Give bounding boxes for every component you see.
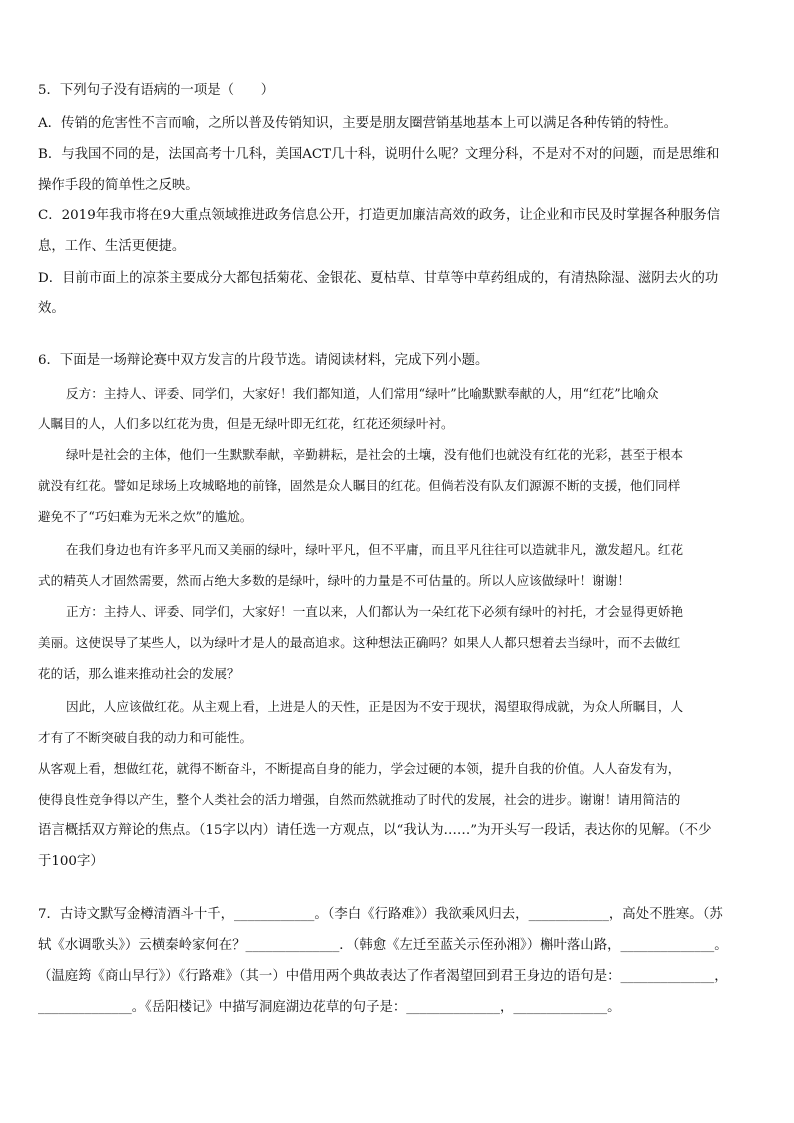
q6-line: 就没有红花。譬如足球场上攻城略地的前锋，固然是众人瞩目的红花。但倘若没有队友们源源不断的支援，他们同样 xyxy=(38,478,681,493)
q6-line: 因此，人应该做红花。从主观上看，上进是人的天性，正是因为不安于现状，渴望取得成就，为众人所瞩目，人 xyxy=(66,699,684,714)
q7-line: （温庭筠《商山早行》）《行路难》（其一）中借用两个典故表达了作者渴望回到君王身边的语句是：______________， xyxy=(38,969,728,984)
q6-line: 反方：主持人、评委、同学们，大家好！我们都知道，人们常用“绿叶”比喻默默奉献的人，用“红花”比喻众 xyxy=(66,386,659,401)
q6-line: 避免不了“巧妇难为无米之炊”的尴尬。 xyxy=(38,509,253,524)
q5-option-c-cont: 息，工作、生活更便捷。 xyxy=(38,239,186,254)
q6-line: 于100字） xyxy=(38,854,104,869)
q6-title: 6．下面是一场辩论赛中双方发言的片段节选。请阅读材料，完成下列小题。 xyxy=(38,353,489,368)
q5-option-b: B．与我国不同的是，法国高考十几科，美国ACT几十科，说明什么呢？文理分科，不是对不对的问题，而是思维和 xyxy=(38,147,720,162)
q5-option-c: C．2019年我市将在9大重点领域推进政务信息公开，打造更加廉洁高效的政务，让企业和市民及时掌握各种服务信 xyxy=(38,208,721,223)
q6-line: 才有了不断突破自我的动力和可能性。 xyxy=(38,730,253,745)
q6-line: 绿叶是社会的主体，他们一生默默奉献，辛勤耕耘，是社会的土壤，没有他们也就没有红花的光彩，甚至于根本 xyxy=(66,447,684,462)
q6-line: 人瞩目的人，人们多以红花为贵，但是无绿叶即无红花，红花还须绿叶衬。 xyxy=(38,416,454,431)
q5-option-d-cont: 效。 xyxy=(38,301,65,316)
q7-line: 轼《水调歌头》）云横秦岭家何在？______________．（韩愈《左迁至蓝关示侄孙湘》）槲叶落山路，______________。 xyxy=(38,938,728,953)
q7-line: 7．古诗文默写金樽清酒斗十千，____________。（李白《行路难》）我欲乘风归去，____________，高处不胜寒。（苏 xyxy=(38,907,723,922)
q6-line: 从客观上看，想做红花，就得不断奋斗，不断提高自身的能力，学会过硬的本领，提升自我的价值。人人奋发有为， xyxy=(38,761,681,776)
q7-line: ______________。《岳阳楼记》中描写洞庭湖边花草的句子是：______________，______________。 xyxy=(38,1000,621,1015)
q6-line: 美丽。这使误导了某些人，以为绿叶才是人的最高追求。这种想法正确吗？如果人人都只想着去当绿叶，而不去做红 xyxy=(38,635,681,650)
q6-line: 式的精英人才固然需要，然而占绝大多数的是绿叶，绿叶的力量是不可估量的。所以人应该做绿叶！谢谢！ xyxy=(38,573,630,588)
q5-option-d: D．目前市面上的凉茶主要成分大都包括菊花、金银花、夏枯草、甘草等中草药组成的，有清热除湿、滋阴去火的功 xyxy=(38,271,719,286)
q5-option-a: A．传销的危害性不言而喻，之所以普及传销知识，主要是朋友圈营销基地基本上可以满足各种传销的特性。 xyxy=(38,116,678,131)
q6-line: 在我们身边也有许多平凡而又美丽的绿叶，绿叶平凡，但不平庸，而且平凡往往可以造就非凡，激发超凡。红花 xyxy=(66,542,684,557)
q6-line: 语言概括双方辩论的焦点。（15字以内）请任选一方观点，以“我认为……”为开头写一段话，表达你的见解。（不少 xyxy=(38,823,712,838)
q6-line: 正方：主持人、评委、同学们，大家好！一直以来，人们都认为一朵红花下必须有绿叶的衬托，才会显得更娇艳 xyxy=(66,604,684,619)
q5-option-b-cont: 操作手段的简单性之反映。 xyxy=(38,178,199,193)
q6-line: 花的话，那么谁来推动社会的发展？ xyxy=(38,666,240,681)
q6-line: 使得良性竞争得以产生，整个人类社会的活力增强，自然而然就推动了时代的发展，社会的进步。谢谢！请用简洁的 xyxy=(38,792,681,807)
q5-title: 5．下列句子没有语病的一项是（ ） xyxy=(38,83,275,98)
